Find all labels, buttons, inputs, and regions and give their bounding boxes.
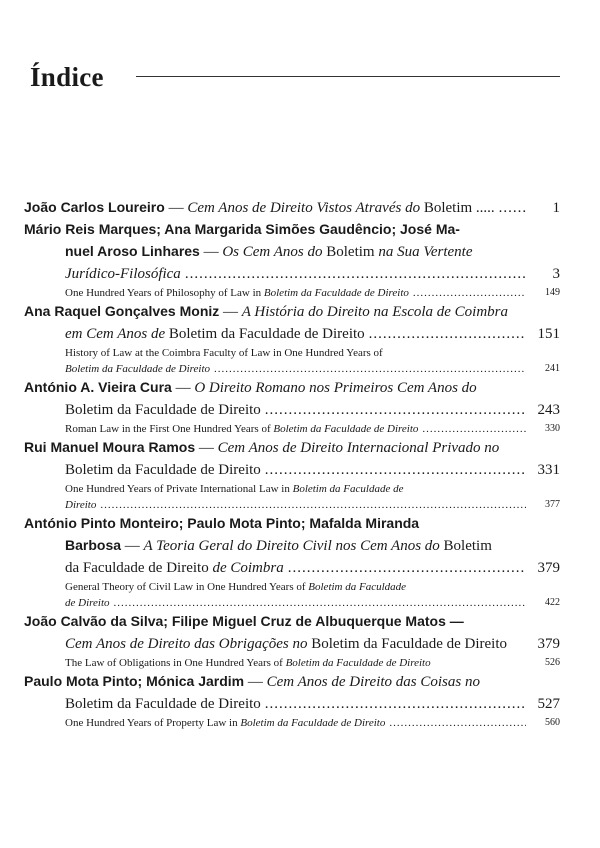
toc-translation-italic: Boletim da Faculdade de Direito bbox=[263, 287, 409, 299]
toc-translation-text bbox=[65, 715, 385, 731]
toc-translation-text bbox=[65, 285, 409, 301]
toc-title-italic: Os Cem Anos do bbox=[222, 244, 323, 260]
toc-translation-italic: de Direito bbox=[65, 597, 110, 609]
toc-translation-italic: Direito bbox=[65, 499, 97, 511]
toc-title-text: Boletim bbox=[322, 244, 379, 260]
toc-entry-text bbox=[65, 263, 181, 285]
toc-translation-line bbox=[24, 285, 560, 301]
toc-page-number: 149 bbox=[545, 287, 560, 298]
toc-translation-line bbox=[24, 655, 560, 671]
toc-page-number: 379 bbox=[537, 560, 560, 576]
toc-translation-plain: One Hundred Years of Private International Law in bbox=[65, 483, 293, 495]
toc-dot-leader bbox=[185, 263, 526, 285]
toc-title-italic: A Teoria Geral do Direito Civil nos Cem Anos do bbox=[143, 538, 440, 554]
toc-page-number: 526 bbox=[545, 657, 560, 668]
toc-entry-text bbox=[65, 693, 261, 715]
toc-dot-leader bbox=[422, 421, 526, 437]
toc-title-italic: Jurídico-Filosófica bbox=[65, 266, 181, 282]
toc-translation-line bbox=[24, 345, 560, 361]
toc-title-text: Boletim da Faculdade de Direito bbox=[65, 696, 261, 712]
toc-entry-line bbox=[24, 399, 560, 421]
toc-title-italic: Cem Anos de Direito Internacional Privado no bbox=[217, 440, 500, 456]
toc-entry-text bbox=[65, 459, 261, 481]
toc-translation-line bbox=[24, 715, 560, 731]
toc-entry-text bbox=[65, 323, 365, 345]
toc-author: nuel Aroso Linhares bbox=[65, 243, 200, 259]
toc-separator: — bbox=[171, 380, 195, 396]
toc-entry-text bbox=[24, 513, 419, 535]
toc-translation-plain: History of Law at the Coimbra Faculty of Law in One Hundred Years of bbox=[65, 347, 383, 359]
toc-page-number: 560 bbox=[545, 717, 560, 728]
toc-title-text: Boletim da Faculdade de Direito bbox=[65, 462, 261, 478]
toc-page-number: 379 bbox=[537, 636, 560, 652]
toc-title-italic: em Cem Anos de bbox=[65, 326, 166, 342]
toc-translation-italic: Boletim da Faculdade de bbox=[292, 483, 404, 495]
toc-dot-leader bbox=[214, 361, 526, 377]
toc-translation-plain: One Hundred Years of Philosophy of Law in bbox=[65, 287, 264, 299]
toc-entry-text bbox=[24, 611, 464, 633]
toc-title-text: Boletim da Faculdade de Direito bbox=[307, 636, 508, 652]
toc-entry-text bbox=[24, 377, 477, 399]
toc-title-italic: O Direito Romano nos Primeiros Cem Anos do bbox=[194, 380, 477, 396]
toc-page-number: 527 bbox=[537, 696, 560, 712]
toc-page-number: 330 bbox=[545, 423, 560, 434]
toc-translation-plain: The Law of Obligations in One Hundred Years of bbox=[65, 657, 286, 669]
toc-title-text: Boletim da Faculdade de Direito bbox=[65, 402, 261, 418]
toc-entry-text bbox=[65, 535, 492, 557]
toc-author: Barbosa bbox=[65, 537, 122, 553]
toc-translation-line bbox=[24, 595, 560, 611]
toc-author: João Carlos Loureiro bbox=[24, 199, 165, 215]
toc-translation-italic: Boletim da Faculdade de Direito bbox=[273, 423, 419, 435]
toc-entry-line bbox=[24, 459, 560, 481]
toc-title-text: Boletim ..... bbox=[420, 200, 495, 216]
toc-entry-line bbox=[24, 437, 560, 459]
toc-translation-plain: Roman Law in the First One Hundred Years of bbox=[65, 423, 274, 435]
toc-title-italic: Cem Anos de Direito das Coisas no bbox=[266, 674, 480, 690]
toc-dot-leader bbox=[265, 693, 526, 715]
toc-translation-line bbox=[24, 361, 560, 377]
toc-entry[interactable] bbox=[24, 437, 560, 513]
toc-translation-italic: Boletim da Faculdade bbox=[308, 581, 407, 593]
toc-dot-leader bbox=[265, 459, 526, 481]
toc-entry-text bbox=[24, 197, 495, 219]
toc-translation-line bbox=[24, 497, 560, 513]
toc-dot-leader bbox=[288, 557, 526, 579]
toc-separator: — bbox=[244, 674, 267, 690]
toc-entry-line bbox=[24, 323, 560, 345]
toc-separator: — bbox=[164, 200, 188, 216]
toc-page-number: 422 bbox=[545, 597, 560, 608]
toc-entry[interactable] bbox=[24, 513, 560, 611]
toc-entry-line bbox=[24, 241, 560, 263]
toc-author: João Calvão da Silva; Filipe Miguel Cruz de Albuquerque Matos — bbox=[24, 613, 464, 629]
toc-entry-line bbox=[24, 611, 560, 633]
toc-translation-text bbox=[65, 579, 406, 595]
toc-title-text: Boletim da Faculdade de Direito bbox=[165, 326, 365, 342]
table-of-contents bbox=[24, 197, 560, 731]
toc-translation-line bbox=[24, 421, 560, 437]
toc-entry-line bbox=[24, 301, 560, 323]
toc-translation-text bbox=[65, 361, 210, 377]
toc-entry-line bbox=[24, 671, 560, 693]
page-title: Índice bbox=[30, 62, 104, 92]
toc-entry-text bbox=[65, 241, 473, 263]
toc-page-number: 151 bbox=[537, 326, 560, 342]
toc-entry-line bbox=[24, 557, 560, 579]
toc-dot-leader bbox=[100, 497, 526, 513]
toc-translation-plain: General Theory of Civil Law in One Hundred Years of bbox=[65, 581, 309, 593]
toc-dot-leader bbox=[114, 595, 527, 611]
toc-separator: — bbox=[195, 440, 218, 456]
toc-page-number: 243 bbox=[537, 402, 560, 418]
toc-translation-text bbox=[65, 345, 383, 361]
toc-entry[interactable] bbox=[24, 377, 560, 437]
toc-entry-text bbox=[65, 633, 507, 655]
toc-translation-line bbox=[24, 481, 560, 497]
toc-entry-line bbox=[24, 535, 560, 557]
toc-entry-line bbox=[24, 197, 560, 219]
toc-author: Rui Manuel Moura Ramos bbox=[24, 439, 196, 455]
toc-translation-line bbox=[24, 579, 560, 595]
toc-page-number: 3 bbox=[552, 266, 560, 282]
toc-title-text: Boletim bbox=[439, 538, 492, 554]
toc-dot-leader bbox=[265, 399, 526, 421]
toc-title-italic: Cem Anos de Direito das Obrigações no bbox=[65, 636, 308, 652]
toc-title-italic: de Coimbra bbox=[212, 560, 284, 576]
toc-separator: — bbox=[199, 244, 223, 260]
toc-title-text: da Faculdade de Direito bbox=[65, 560, 213, 576]
toc-author: António A. Vieira Cura bbox=[24, 379, 172, 395]
toc-entry-line bbox=[24, 377, 560, 399]
toc-entry-line bbox=[24, 219, 560, 241]
toc-entry[interactable] bbox=[24, 219, 560, 301]
toc-title-italic: Cem Anos de Direito Vistos Através do bbox=[187, 200, 421, 216]
toc-translation-text bbox=[65, 595, 110, 611]
toc-page-number: 377 bbox=[545, 499, 560, 510]
toc-translation-text bbox=[65, 481, 403, 497]
toc-dot-leader bbox=[413, 285, 526, 301]
title-row bbox=[30, 60, 560, 94]
toc-dot-leader bbox=[389, 715, 526, 731]
toc-entry[interactable] bbox=[24, 611, 560, 671]
toc-dot-leader bbox=[499, 197, 526, 219]
toc-entry-text bbox=[24, 219, 460, 241]
toc-translation-italic: Boletim da Faculdade de Direito bbox=[65, 363, 211, 375]
toc-separator: — bbox=[121, 538, 144, 554]
toc-entry-line bbox=[24, 693, 560, 715]
toc-title-italic: A História do Direito na Escola de Coimbra bbox=[241, 304, 509, 320]
toc-entry[interactable] bbox=[24, 301, 560, 377]
toc-separator: — bbox=[219, 304, 242, 320]
toc-page-number: 241 bbox=[545, 363, 560, 374]
toc-entry[interactable] bbox=[24, 671, 560, 731]
toc-entry-text bbox=[24, 671, 480, 693]
toc-entry-line bbox=[24, 633, 560, 655]
toc-translation-text bbox=[65, 421, 418, 437]
toc-translation-italic: Boletim da Faculdade de Direito bbox=[285, 657, 431, 669]
toc-entry-text bbox=[65, 557, 284, 579]
toc-title-italic: na Sua Vertente bbox=[378, 244, 473, 260]
toc-page-number: 331 bbox=[537, 462, 560, 478]
toc-entry-line bbox=[24, 513, 560, 535]
toc-page-number: 1 bbox=[552, 200, 560, 216]
toc-entry-text bbox=[24, 301, 508, 323]
toc-translation-plain: One Hundred Years of Property Law in bbox=[65, 717, 241, 729]
toc-author: Ana Raquel Gonçalves Moniz bbox=[24, 303, 220, 319]
toc-dot-leader bbox=[369, 323, 526, 345]
toc-translation-text bbox=[65, 655, 431, 671]
toc-entry-text bbox=[65, 399, 261, 421]
toc-translation-italic: Boletim da Faculdade de Direito bbox=[240, 717, 386, 729]
toc-translation-text bbox=[65, 497, 96, 513]
toc-author: Paulo Mota Pinto; Mónica Jardim bbox=[24, 673, 245, 689]
toc-entry[interactable] bbox=[24, 197, 560, 219]
title-rule bbox=[136, 76, 560, 77]
toc-entry-line bbox=[24, 263, 560, 285]
toc-entry-text bbox=[24, 437, 499, 459]
toc-author: António Pinto Monteiro; Paulo Mota Pinto; Mafalda Miranda bbox=[24, 515, 420, 531]
toc-author: Mário Reis Marques; Ana Margarida Simões Gaudêncio; José Ma- bbox=[24, 221, 460, 237]
